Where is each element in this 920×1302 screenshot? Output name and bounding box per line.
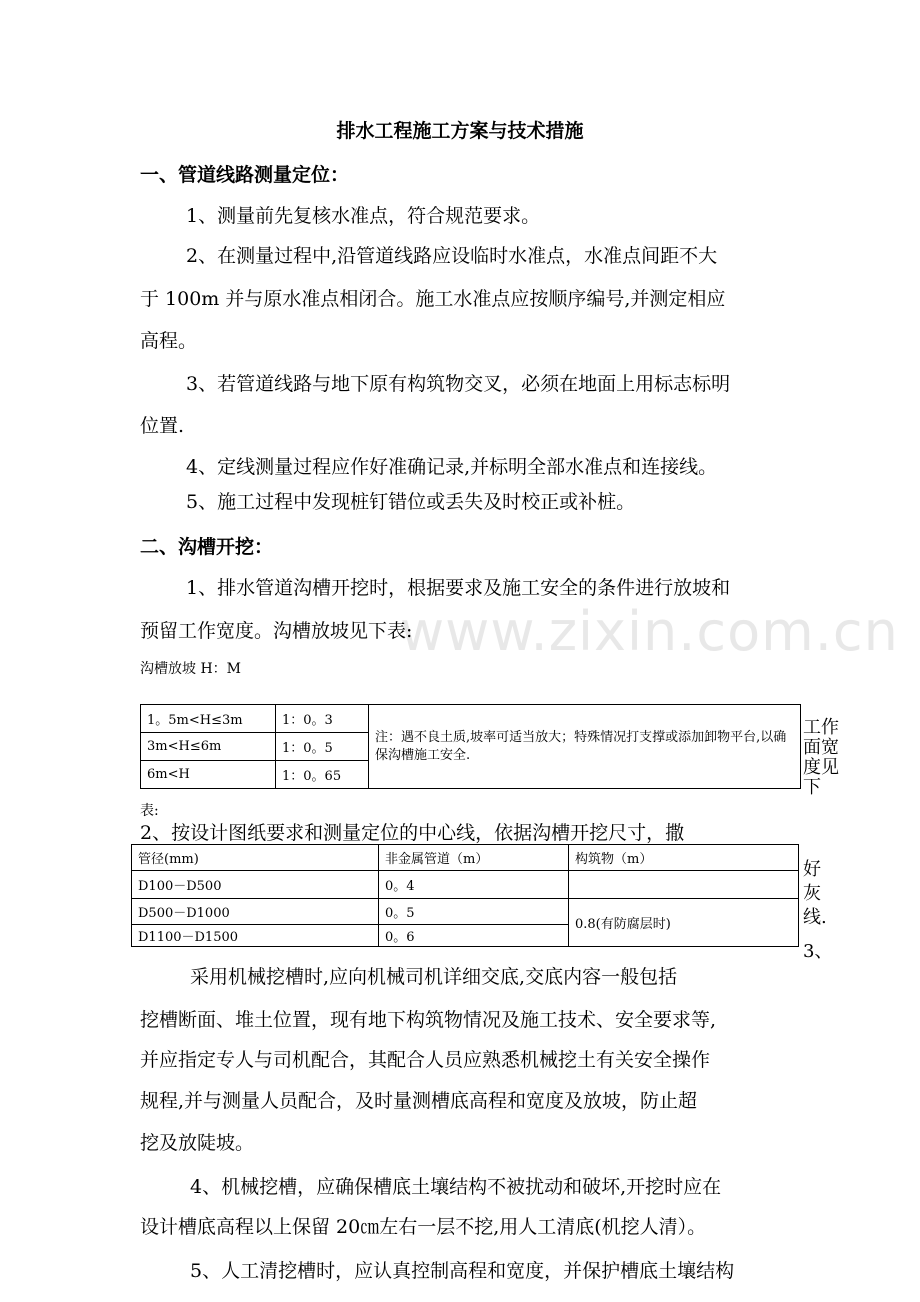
section2-heading: 二、沟槽开挖： [140, 536, 274, 558]
s2-p3-line: 挖及放陡坡。 [140, 1132, 255, 1154]
s2-p3-line: 并应指定专人与司机配合，其配合人员应熟悉机械挖土有关安全操作 [140, 1049, 711, 1071]
s2-p5-line: 5、人工清挖槽时，应认真控制高程和宽度，并保护槽底土壤结构 [190, 1260, 735, 1282]
structure-width-cell: 0.8(有防腐层时) [569, 899, 799, 947]
s1-line: 于 100m 并与原水准点相闭合。施工水准点应按顺序编号,并测定相应 [140, 288, 726, 310]
section1-heading: 一、管道线路测量定位： [140, 164, 350, 186]
s2-p2-line: 2、按设计图纸要求和测量定位的中心线，依据沟槽开挖尺寸，撒 [140, 822, 685, 844]
nonmetal-width-cell: 0。5 [379, 899, 569, 925]
pipe-diameter-cell: D500－D1000 [132, 899, 379, 925]
side-text-width: 工作面宽度见下 [803, 717, 839, 798]
nonmetal-width-cell: 0。6 [379, 925, 569, 947]
structure-width-cell [569, 871, 799, 899]
slope-range-cell: 1。5m<H≤3m [141, 705, 276, 733]
s1-line: 2、在测量过程中,沿管道线路应设临时水准点，水准点间距不大 [186, 245, 718, 267]
side-text-lime-line: 好灰线. [803, 859, 827, 928]
s1-line: 4、定线测量过程应作好准确记录,并标明全部水准点和连接线。 [186, 456, 718, 478]
s2-p3-line: 采用机械挖槽时,应向机械司机详细交底,交底内容一般包括 [190, 966, 678, 988]
width-table-header: 非金属管道（m） [379, 845, 569, 871]
pipe-diameter-cell: D100－D500 [132, 871, 379, 899]
width-table-header: 构筑物（m） [569, 845, 799, 871]
s1-line: 5、施工过程中发现桩钉错位或丢失及时校正或补桩。 [186, 491, 636, 513]
s2-p3-line: 挖槽断面、堆土位置，现有地下构筑物情况及施工技术、安全要求等, [140, 1009, 717, 1031]
s2-p4-line: 设计槽底高程以上保留 20㎝左右一层不挖,用人工清底(机挖人清）。 [140, 1216, 707, 1238]
width-table-header: 管径(mm) [132, 845, 379, 871]
s1-line: 高程。 [140, 330, 198, 352]
table-label: 表: [140, 803, 159, 819]
s1-line: 位置. [140, 415, 185, 437]
slope-note-cell: 注：遇不良土质,坡率可适当放大；特殊情况打支撑或添加卸物平台,以确保沟槽施工安全. [369, 705, 801, 789]
side-text-item3: 3、 [803, 941, 833, 962]
document-title: 排水工程施工方案与技术措施 [336, 120, 584, 142]
s2-p4-line: 4、机械挖槽，应确保槽底土壤结构不被扰动和破坏,开挖时应在 [190, 1176, 722, 1198]
slope-ratio-cell: 1：0。5 [276, 733, 369, 761]
s1-line: 1、测量前先复核水准点，符合规范要求。 [186, 205, 541, 227]
slope-ratio-cell: 1：0。3 [276, 705, 369, 733]
slope-range-cell: 3m<H≤6m [141, 733, 276, 761]
s1-line: 3、若管道线路与地下原有构筑物交叉，必须在地面上用标志标明 [186, 373, 731, 395]
pipe-diameter-cell: D1100－D1500 [132, 925, 379, 947]
slope-table [140, 704, 801, 789]
width-table [131, 844, 799, 947]
table1-caption: 沟槽放坡 H：M [140, 661, 241, 677]
nonmetal-width-cell: 0。4 [379, 871, 569, 899]
slope-ratio-cell: 1：0。65 [276, 761, 369, 789]
s2-p1-line1: 1、排水管道沟槽开挖时，根据要求及施工安全的条件进行放坡和 [186, 577, 731, 599]
s2-p3-line: 规程,并与测量人员配合，及时量测槽底高程和宽度及放坡，防止超 [140, 1090, 698, 1112]
s2-p1-line2: 预留工作宽度。沟槽放坡见下表: [140, 620, 413, 642]
slope-range-cell: 6m<H [141, 761, 276, 789]
watermark: www.zixin.com.cn [400, 600, 899, 663]
